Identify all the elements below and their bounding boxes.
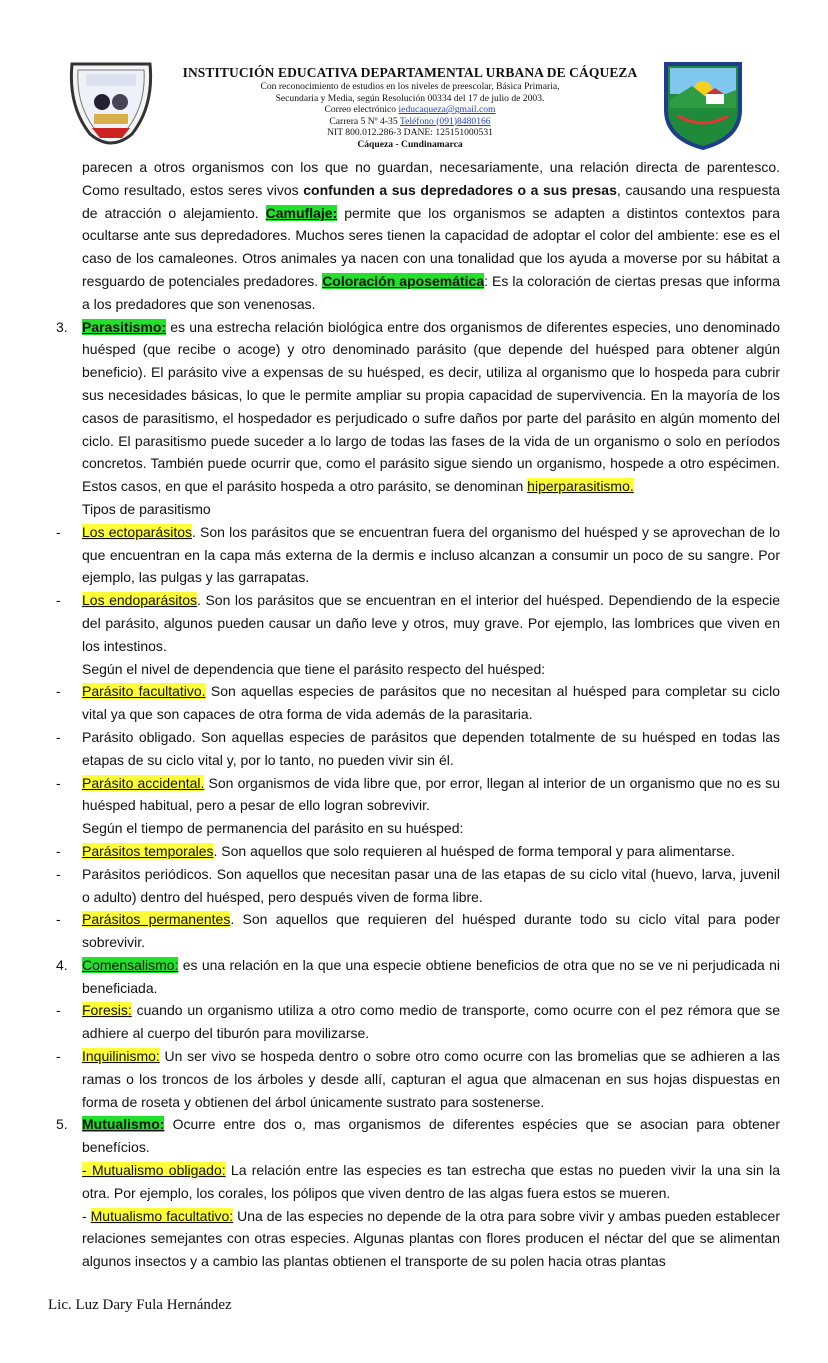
list-item-comensalismo <box>56 954 780 1000</box>
list-number: 3. <box>56 318 68 335</box>
term-foresis: Foresis: <box>82 1002 132 1019</box>
city-line: Cáqueza - Cundinamarca <box>357 138 463 150</box>
list-dash: - <box>56 728 61 745</box>
term-camuflaje: Camuflaje: <box>265 204 338 221</box>
list-dash: - <box>56 911 61 928</box>
list-number: 5. <box>56 1116 68 1133</box>
list-dash: - <box>56 865 61 882</box>
term-ectoparasitos: Los ectoparásitos <box>82 523 192 540</box>
list-dash: - <box>56 523 61 540</box>
letterhead-text <box>160 64 660 150</box>
term-endoparasitos: Los endoparásitos <box>82 592 198 609</box>
phone-link[interactable]: Teléfono (091)8480166 <box>399 115 491 127</box>
list-item-parasitismo <box>56 316 780 498</box>
term-coloracion-aposematica: Coloración aposemática <box>322 272 485 289</box>
text: cuando un organismo utiliza a otro como medio de transporte, como ocurre con el pez rémora que se adhiere al cuerpo del tiburón para movilizarse. <box>82 1002 780 1042</box>
list-item-facultativo <box>56 680 780 726</box>
text: . Son aquellos que solo requieren al huésped de forma temporal y para alimentarse. <box>213 842 735 859</box>
resolution-line: Secundaria y Media, según Resolución 00334 del 17 de julio de 2003. <box>275 92 545 104</box>
list-item-foresis <box>56 999 780 1045</box>
term-parasitismo: Parasitismo: <box>82 318 167 335</box>
document-body <box>56 156 781 1273</box>
text: Un ser vivo se hospeda dentro o sobre otro como ocurre con las bromelias que se adhieren a las ramas o los troncos de los árboles y desde allí, capturan el agua que almacenan en sus hojas dispuestas en forma de roseta y obtienen del árbol únicamente sustrato para sostenerse. <box>82 1048 780 1110</box>
text: Parásitos periódicos. Son aquellos que necesitan pasar una de las etapas de su ciclo vital (huevo, larva, juvenil o adulto) dentro del huésped, pero después viven de forma libre. <box>82 865 780 905</box>
term-mutualismo-facultativo: Mutualismo facultativo: <box>90 1207 234 1224</box>
list-item-obligado <box>56 726 780 772</box>
list-item-accidental <box>56 772 780 818</box>
address: Carrera 5 Nº 4-35 <box>329 115 398 127</box>
text: , causando una respuesta de atracción o alejamiento. <box>82 181 781 221</box>
text: : Es la coloración de ciertas presas que informa a los predadores que son venenosas. <box>82 272 780 312</box>
list-number: 4. <box>56 956 68 973</box>
list-dash: - <box>56 592 61 609</box>
text: Son aquellas especies de parásitos que no necesitan al huésped para completar su ciclo vital ya que son capaces de otra forma de vida además de la parasitaria. <box>82 683 780 723</box>
text: permite que los organismos se adapten a distintos contextos para ocultarse ante sus depredadores. Muchos seres tienen la capacidad de adoptar el color del ambiente: ese es el caso de los camaleones. Otros animales ya nacen con una tonalidad que los ayuda a moverse por su hábitat a resguardo de potenciales predadores. <box>82 204 780 289</box>
email-link[interactable]: ieducaqueza@gmail.com <box>398 104 496 115</box>
text: . Son los parásitos que se encuentran fuera del organismo del huésped y se aprovechan de lo que encuentran en la capa más externa de la dermis e incluso alcanzan a consumir un poco de su sangre. Por ejemplo, las pulgas y las garrapatas. <box>82 523 780 586</box>
list-dash: - <box>56 1002 61 1019</box>
paragraph-mutualismo-facultativo <box>82 1205 780 1273</box>
paragraph-mutualismo-obligado <box>82 1159 780 1205</box>
term-parasito-accidental: Parásito accidental. <box>82 774 205 791</box>
term-inquilinismo: Inquilinismo: <box>82 1048 160 1065</box>
list-item-inquilinismo <box>56 1045 780 1113</box>
text: es una estrecha relación biológica entre dos organismos de diferentes especies, uno denominado huésped (que recibe o acoge) y otro denominado parásito (que depende del huésped para obtener algún beneficio). El parásito vive a expensas de su huésped, es decir, utiliza al organismo que lo hospeda para cubrir sus necesidades básicas, lo que le permite ampliar su propia capacidad de supervivencia. En la mayoría de los casos de parasitismo, el hospedador es perjudicado o sufre daños por parte del parásito en algún momento del ciclo. El parasitismo puede suceder a lo largo de todas las fases de la vida de un organismo o solo en períodos concretos. También puede ocurrir que, como el parásito sigue siendo un organismo, hospede a otro espécimen. Estos casos, en que el parásito hospeda a otro parásito, se denominan <box>82 318 780 495</box>
author-footer: Lic. Luz Dary Fula Hernández <box>48 1297 232 1313</box>
text: Parásito obligado. Son aquellas especies de parásitos que dependen totalmente de su huésped en todas las etapas de su ciclo vital y, por lo tanto, no pueden vivir sin él. <box>82 728 780 768</box>
list-dash: - <box>82 1207 91 1224</box>
list-item-mutualismo <box>56 1113 780 1159</box>
subheading-permanencia: Según el tiempo de permanencia del parásito en su huésped: <box>82 820 464 837</box>
text: Una de las especies no depende de la otra para sobre vivir y ambas pueden establecer relaciones semejantes con otras especies. Algunas plantas con flores producen el néctar del que se alimentan algunos insectos y a cambio las plantas obtienen el transporte de su polen hacia otras plantas <box>82 1207 780 1270</box>
term-mutualismo: Mutualismo: <box>82 1116 165 1133</box>
recognition-line: Con reconocimiento de estudios en los niveles de preescolar, Básica Primaria, <box>260 81 560 92</box>
subheading-tipos: Tipos de parasitismo <box>82 500 211 517</box>
list-item-endoparasitos <box>56 589 780 657</box>
list-dash: - <box>56 842 61 859</box>
text: La relación entre las especies es tan estrecha que estas no pueden vivir la una sin la otra. Por ejemplo, los corales, los pólipos que viven dentro de las algas fuera estos se mueren. <box>82 1162 780 1201</box>
email-label: Correo electrónico <box>324 104 397 115</box>
term-hiperparasitismo: hiperparasitismo. <box>527 478 634 495</box>
text: es una relación en la que una especie obtiene beneficios de otra que no se ve ni perjudicada ni beneficiada. <box>82 956 780 996</box>
letterhead <box>0 0 828 160</box>
list-item-periodicos <box>56 863 780 909</box>
nit-line: NIT 800.012.286-3 DANE: 125151000531 <box>327 127 493 138</box>
list-item-permanentes <box>56 908 780 954</box>
term-mutualismo-obligado: - Mutualismo obligado: <box>82 1162 226 1179</box>
text: Son organismos de vida libre que, por error, llegan al interior de un organismo que no es su huésped habitual, pero a pesar de ello logran sobrevivir. <box>82 774 780 814</box>
institution-name: INSTITUCIÓN EDUCATIVA DEPARTAMENTAL URBANA DE CÁQUEZA <box>182 65 638 80</box>
paragraph-mimicry <box>82 156 780 316</box>
text: . Son los parásitos que se encuentran en el interior del huésped. Dependiendo de la especie del parásito, algunos pueden causar un daño leve y otros, muy grave. Por ejemplo, las lombrices que viven en los intestinos. <box>82 592 780 654</box>
subheading-dependencia: Según el nivel de dependencia que tiene el parásito respecto del huésped: <box>82 660 546 677</box>
address-line <box>160 116 660 128</box>
school-crest-icon <box>62 56 160 154</box>
text: Ocurre entre dos o, mas organismos de diferentes espécies que se asocian para obtener benefícios. <box>82 1116 780 1156</box>
term-comensalismo: Comensalismo: <box>82 956 179 973</box>
term-parasitos-temporales: Parásitos temporales <box>82 842 214 859</box>
text: parecen a otros organismos con los que no guardan, necesariamente, una relación directa de parentesco. Como resultado, estos seres vivos <box>82 159 780 198</box>
email-line <box>160 104 660 116</box>
list-item-ectoparasitos <box>56 521 780 589</box>
text: . Son aquellos que requieren del huésped durante todo su ciclo vital para poder sobrevivir. <box>82 911 780 951</box>
list-dash: - <box>56 774 61 791</box>
list-dash: - <box>56 1048 61 1065</box>
list-dash: - <box>56 683 61 700</box>
term-parasito-facultativo: Parásito facultativo. <box>82 683 206 700</box>
municipal-shield-icon <box>662 60 744 150</box>
bold-text: confunden a sus depredadores o a sus presas <box>303 181 617 198</box>
list-item-temporales <box>56 840 780 863</box>
term-parasitos-permanentes: Parásitos permanentes <box>82 911 231 928</box>
